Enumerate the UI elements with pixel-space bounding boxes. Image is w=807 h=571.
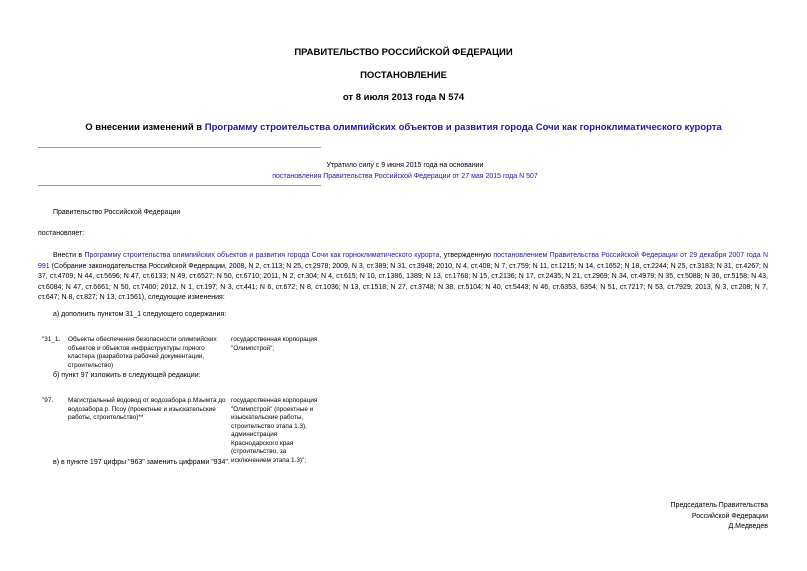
signature-title: Председатель Правительства	[670, 502, 768, 509]
row1-organization: государственная корпорация "Олимпстрой";	[231, 336, 318, 352]
divider-bottom	[38, 185, 321, 186]
status-note	[200, 160, 610, 182]
main-text-1: Внести в	[53, 252, 85, 259]
document-title	[0, 122, 807, 133]
government-line: Правительство Российской Федерации	[53, 209, 181, 216]
program-link-body[interactable]: Программу строительства олимпийских объектов и развития города Сочи как горноклиматического курорта	[84, 252, 440, 259]
document-type: ПОСТАНОВЛЕНИЕ	[360, 70, 447, 81]
row2-description: Магистральный водовод от водозабора р.Мзымта до водозабора р. Псоу (проектные и изыскательские работы, строительство)**	[68, 397, 226, 421]
main-text-2: , утвержденную	[439, 252, 494, 259]
item-c: в) в пункте 197 цифры "963" заменить цифрами "934".	[53, 459, 230, 466]
title-prefix: О внесении изменений в	[85, 122, 205, 133]
divider-top	[38, 147, 321, 148]
program-link[interactable]: Программу строительства олимпийских объектов и развития города Сочи как горноклиматического курорта	[204, 122, 722, 133]
repeal-decree-link[interactable]: постановления Правительства Российской Федерации от 27 мая 2015 года N 507	[272, 173, 538, 180]
item-b: б) пункт 97 изложить в следующей редакции:	[53, 372, 201, 379]
row1-description: Объекты обеспечения безопасности олимпийских объектов и объектов инфраструктуры горного кластера (разработка рабочей документации, строительство)	[68, 336, 217, 369]
main-paragraph	[38, 251, 768, 304]
status-note-text: Утратило силу с 9 июня 2015 года на основании	[326, 162, 484, 169]
row2-number: "97.	[42, 397, 54, 404]
item-a: а) дополнить пунктом 31_1 следующего содержания:	[53, 311, 227, 318]
row1-number: "31_1.	[42, 336, 61, 343]
row2-organization: государственная корпорация "Олимпстрой" (проектные и изыскательские работы, строительство этапа 1.3), администрация Краснодарского края (строительство, за исключением этапа 1.3)";	[231, 397, 318, 464]
decree-991-link[interactable]: постановлением Правительства Российской Федерации от 29 декабря 2007 года N 991	[38, 252, 769, 270]
signature-title-2: Российской Федерации	[691, 512, 768, 520]
signature-block	[671, 501, 768, 533]
main-text-3: (Собрание законодательства Российской Федерации, 2008, N 2, ст.113; N 25, ст.2978; 2009, N 3, ст.389; N 31, ст.3948; 2010, N 4, ст.408; N 7, ст.759; N 11, ст.1215; N 14, ст.1652; N 18, ст.2244; N 25, ст.3183; N 31, ст.4267; N 37, ст.4709; N 44, ст.5696; N 47, ст.6133; N 49, ст.6527; N 50, ст.6710; 2011, N 2, ст.304; N 4, ст.615; N 10, ст.1386, 1389; N 13, ст.1768; N 15, ст.2136; N 17, ст.2435; N 21, ст.2969; N 34, ст.4979; N 35, ст.5088; N 36, ст.5158; N 43, ст.6084; N 47, ст.6661; N 50, ст.7400; 2012, N 1, ст.197; N 3, ст.441; N 6, ст.672; N 8, ст.1036; N 13, ст.1518; N 27, ст.3748; N 38, ст.5104; N 40, ст.5443; N 46, ст.6353, 6354; N 51, ст.7217; N 53, ст.7929; 2013, N 3, ст.208; N 7, ст.647; N 8, ст.827; N 13, ст.1561), следующие изменения:	[38, 262, 768, 302]
signature-name: Д.Медведев	[728, 523, 768, 530]
decides-line: постановляет:	[38, 230, 85, 237]
government-header: ПРАВИТЕЛЬСТВО РОССИЙСКОЙ ФЕДЕРАЦИИ	[294, 47, 513, 58]
date-number: от 8 июля 2013 года N 574	[342, 92, 465, 103]
